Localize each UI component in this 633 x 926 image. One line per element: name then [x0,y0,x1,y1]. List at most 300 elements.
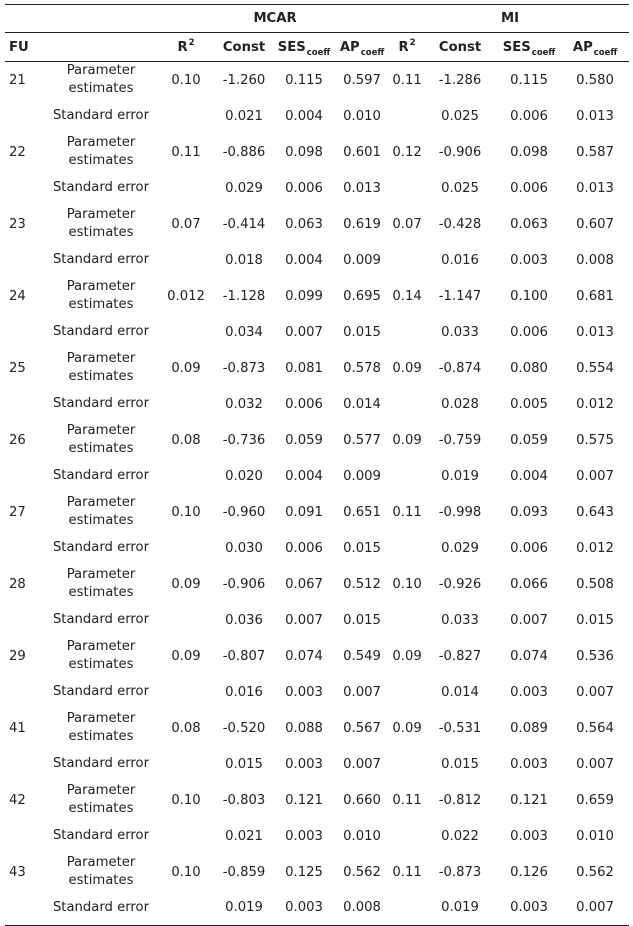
empty-cell [391,459,423,494]
table-body [5,62,629,926]
empty-cell [391,99,423,134]
mi-ses-se-cell: 0.006 [510,180,548,196]
mi-ap-cell: 0.643 [576,504,614,520]
mcar-ap-se-cell: 0.008 [333,891,391,926]
mi-ap-se-cell: 0.007 [576,684,614,700]
mcar-const-cell: -0.803 [222,792,266,808]
empty-cell [5,387,43,422]
mi-ses-se-cell: 0.003 [510,756,548,772]
mcar-const-cell: -1.260 [222,72,266,88]
standard-error-row [5,387,629,422]
mcar-const-cell: -0.859 [222,864,266,880]
header-spacer [43,33,159,62]
parameter-estimates-label [43,854,159,891]
mi-ap-se-cell: 0.008 [576,252,614,268]
parameter-estimates-row [5,278,629,315]
r2-superscript: 2 [188,37,195,48]
mcar-ses-cell: 0.125 [285,864,323,880]
fu-cell: 29 [9,648,26,664]
label-line-1: Parameter [66,567,136,582]
parameter-estimates-row [5,62,629,99]
empty-cell [391,675,423,710]
empty-cell [159,747,213,782]
mcar-ap-se-cell: 0.010 [343,108,381,124]
mi-ap-se-cell: 0.010 [576,828,614,844]
mcar-const-se-cell: 0.021 [225,828,263,844]
empty-cell [391,243,423,278]
mcar-ses-cell: 0.098 [285,144,323,160]
mi-ap-cell: 0.536 [576,648,614,664]
standard-error-label: Standard error [52,180,150,195]
mcar-ses-se-cell: 0.007 [285,324,323,340]
mcar-ses-se-cell: 0.004 [285,108,323,124]
mcar-ses-se-cell: 0.006 [285,180,323,196]
mi-ses-cell: 0.074 [510,648,548,664]
standard-error-label: Standard error [52,468,150,483]
empty-cell [159,819,213,854]
ses-label: SES [502,39,531,55]
mcar-ap-cell: 0.549 [343,648,381,664]
header-spacer [43,5,159,33]
mcar-ap-cell: 0.578 [343,360,381,376]
mcar-ses-cell: 0.074 [285,648,323,664]
mcar-r2-column-header [159,33,213,62]
mi-ses-cell: 0.059 [510,432,548,448]
empty-cell [159,891,213,926]
mi-const-se-cell: 0.019 [423,891,497,926]
mcar-ap-se-cell: 0.007 [343,684,381,700]
standard-error-label: Standard error [52,540,150,555]
parameter-estimates-label [43,710,159,747]
mi-r2-cell: 0.09 [392,432,422,448]
mcar-r2-cell: 0.09 [171,648,201,664]
mi-const-se-cell: 0.022 [441,828,479,844]
mcar-ses-se-cell: 0.007 [285,612,323,628]
mcar-ses-cell: 0.091 [285,504,323,520]
label-line-2: estimates [68,441,134,456]
mcar-const-se-cell: 0.030 [225,540,263,556]
standard-error-row [5,531,629,566]
label-line-1: Parameter [66,639,136,654]
mcar-const-cell: -0.736 [222,432,266,448]
mi-ap-se-cell: 0.012 [576,396,614,412]
mi-r2-cell: 0.11 [392,864,422,880]
mcar-const-cell: -1.128 [222,288,266,304]
mcar-ap-column-header [333,33,391,62]
label-line-2: estimates [68,225,134,240]
standard-error-label: Standard error [52,252,150,267]
empty-cell [159,675,213,710]
empty-cell [159,387,213,422]
label-line-2: estimates [68,513,134,528]
mcar-ses-cell: 0.121 [285,792,323,808]
mi-ses-se-cell: 0.004 [510,468,548,484]
standard-error-label: Standard error [52,396,150,411]
mi-ap-se-cell: 0.007 [561,891,629,926]
parameter-estimates-row [5,638,629,675]
mcar-ses-se-cell: 0.004 [285,468,323,484]
mcar-group-header: MCAR [159,5,391,33]
empty-cell [5,891,43,926]
mi-ses-se-cell: 0.006 [510,540,548,556]
fu-cell: 22 [9,144,26,160]
mcar-ses-cell: 0.099 [285,288,323,304]
empty-cell [391,603,423,638]
label-line-1: Parameter [66,279,136,294]
empty-cell [391,387,423,422]
mcar-r2-cell: 0.10 [171,504,201,520]
mi-const-cell: -0.428 [438,216,482,232]
mi-r2-cell: 0.10 [392,576,422,592]
mi-ap-cell: 0.564 [576,720,614,736]
mi-ap-cell: 0.508 [576,576,614,592]
mi-ses-cell: 0.100 [510,288,548,304]
standard-error-row [5,171,629,206]
mcar-ses-se-cell: 0.006 [285,540,323,556]
mcar-ap-se-cell: 0.010 [343,828,381,844]
mi-r2-cell: 0.11 [392,504,422,520]
mcar-ap-cell: 0.512 [343,576,381,592]
mcar-ses-cell: 0.059 [285,432,323,448]
mi-const-cell: -0.827 [438,648,482,664]
r2-label: R [177,39,188,55]
mi-const-cell: -0.998 [438,504,482,520]
label-line-2: estimates [68,369,134,384]
header-spacer [5,5,43,33]
ses-label: SES [277,39,306,55]
mcar-const-se-cell: 0.018 [225,252,263,268]
mi-const-se-cell: 0.015 [441,756,479,772]
empty-cell [5,99,43,134]
mi-const-cell: -0.874 [438,360,482,376]
mi-const-cell: -1.286 [438,72,482,88]
mcar-ap-se-cell: 0.007 [343,756,381,772]
mcar-const-se-cell: 0.016 [225,684,263,700]
empty-cell [159,171,213,206]
empty-cell [391,819,423,854]
mi-const-se-cell: 0.016 [441,252,479,268]
ses-subscript: coeff [531,47,556,58]
standard-error-row [5,819,629,854]
r2-superscript: 2 [409,37,416,48]
empty-cell [391,531,423,566]
mi-r2-cell: 0.14 [392,288,422,304]
mi-ses-se-cell: 0.006 [510,324,548,340]
label-line-1: Parameter [66,351,136,366]
mcar-r2-cell: 0.11 [171,144,201,160]
mcar-ses-se-cell: 0.003 [285,684,323,700]
parameter-estimates-row [5,422,629,459]
parameter-estimates-row [5,854,629,891]
mcar-const-se-cell: 0.021 [225,108,263,124]
mcar-ses-cell: 0.115 [285,72,323,88]
mcar-r2-cell: 0.09 [171,576,201,592]
empty-cell [5,675,43,710]
mi-const-se-cell: 0.033 [441,324,479,340]
empty-cell [391,747,423,782]
parameter-estimates-label [43,782,159,819]
mi-const-se-cell: 0.025 [441,180,479,196]
standard-error-label: Standard error [52,324,150,339]
empty-cell [5,531,43,566]
parameter-estimates-label [43,350,159,387]
r2-label: R [398,39,409,55]
mcar-ap-cell: 0.567 [343,720,381,736]
mcar-ap-cell: 0.660 [343,792,381,808]
mcar-ap-cell: 0.695 [343,288,381,304]
mi-ap-cell: 0.607 [576,216,614,232]
mcar-r2-cell: 0.09 [171,360,201,376]
mcar-ap-cell: 0.619 [343,216,381,232]
mcar-r2-cell: 0.08 [171,720,201,736]
ap-label: AP [339,39,360,55]
mcar-const-cell: -0.807 [222,648,266,664]
mcar-r2-cell: 0.10 [171,792,201,808]
empty-cell [159,459,213,494]
fu-cell: 42 [9,792,26,808]
mcar-const-se-cell: 0.019 [213,891,275,926]
mi-ap-cell: 0.659 [576,792,614,808]
mcar-const-se-cell: 0.015 [225,756,263,772]
empty-cell [159,243,213,278]
parameter-estimates-label [43,134,159,171]
mcar-const-se-cell: 0.020 [225,468,263,484]
mi-ses-cell: 0.115 [510,72,548,88]
mcar-const-se-cell: 0.036 [225,612,263,628]
standard-error-row [5,675,629,710]
parameter-estimates-row [5,566,629,603]
mcar-ses-se-cell: 0.006 [285,396,323,412]
fu-cell: 25 [9,360,26,376]
mcar-ap-cell: 0.562 [343,864,381,880]
label-line-1: Parameter [66,423,136,438]
mi-const-se-cell: 0.019 [441,468,479,484]
mi-const-se-cell: 0.014 [441,684,479,700]
fu-cell: 28 [9,576,26,592]
ap-label: AP [572,39,593,55]
mi-ap-se-cell: 0.007 [576,468,614,484]
empty-cell [391,891,423,926]
table-header [5,5,629,62]
mi-ses-cell: 0.098 [510,144,548,160]
standard-error-label: Standard error [52,612,150,627]
empty-cell [5,315,43,350]
mcar-ap-se-cell: 0.014 [343,396,381,412]
mcar-ses-cell: 0.081 [285,360,323,376]
mi-ap-se-cell: 0.012 [576,540,614,556]
mi-ap-cell: 0.587 [576,144,614,160]
mi-const-cell: -1.147 [438,288,482,304]
mi-r2-cell: 0.07 [392,216,422,232]
parameter-estimates-row [5,710,629,747]
mi-ap-se-cell: 0.013 [576,324,614,340]
mcar-const-cell: -0.873 [222,360,266,376]
standard-error-row [5,459,629,494]
label-line-2: estimates [68,657,134,672]
mi-r2-cell: 0.09 [392,360,422,376]
mi-ses-cell: 0.066 [510,576,548,592]
mi-r2-cell: 0.09 [392,648,422,664]
mcar-r2-cell: 0.10 [171,72,201,88]
standard-error-label: Standard error [43,891,159,926]
mcar-ses-column-header [275,33,333,62]
label-line-2: estimates [68,297,134,312]
mi-ses-cell: 0.080 [510,360,548,376]
mcar-r2-cell: 0.012 [167,288,205,304]
mi-ses-se-cell: 0.003 [510,252,548,268]
fu-column-header: FU [5,33,43,62]
empty-cell [391,171,423,206]
mi-ap-se-cell: 0.007 [576,756,614,772]
parameter-estimates-label [43,566,159,603]
ses-subscript: coeff [306,47,331,58]
mi-ap-cell: 0.681 [576,288,614,304]
standard-error-label: Standard error [52,756,150,771]
mcar-ses-cell: 0.088 [285,720,323,736]
mcar-ap-se-cell: 0.009 [343,252,381,268]
standard-error-row [5,315,629,350]
mcar-const-column-header: Const [213,33,275,62]
mi-const-cell: -0.873 [438,864,482,880]
mi-ses-cell: 0.126 [510,864,548,880]
mcar-const-cell: -0.886 [222,144,266,160]
mcar-const-se-cell: 0.032 [225,396,263,412]
standard-error-row [5,99,629,134]
mi-r2-cell: 0.11 [392,72,422,88]
mi-ses-cell: 0.063 [510,216,548,232]
mi-r2-cell: 0.12 [392,144,422,160]
empty-cell [5,819,43,854]
parameter-estimates-label [43,638,159,675]
mi-const-cell: -0.531 [438,720,482,736]
fu-cell: 21 [9,72,26,88]
label-line-2: estimates [68,585,134,600]
parameter-estimates-label [43,422,159,459]
mcar-ap-cell: 0.601 [343,144,381,160]
mcar-ap-se-cell: 0.009 [343,468,381,484]
mi-ses-column-header [497,33,561,62]
mcar-const-cell: -0.960 [222,504,266,520]
mcar-ses-se-cell: 0.003 [285,828,323,844]
group-header-row [5,5,629,33]
empty-cell [5,459,43,494]
mi-r2-cell: 0.11 [392,792,422,808]
mi-ap-cell: 0.554 [576,360,614,376]
label-line-1: Parameter [66,135,136,150]
mcar-ap-cell: 0.597 [343,72,381,88]
mi-ses-se-cell: 0.006 [510,108,548,124]
ap-subscript: coeff [593,47,618,58]
empty-cell [391,315,423,350]
empty-cell [5,603,43,638]
mcar-ses-cell: 0.063 [285,216,323,232]
parameter-estimates-row [5,134,629,171]
mi-ses-se-cell: 0.003 [497,891,561,926]
mi-r2-cell: 0.09 [392,720,422,736]
label-line-1: Parameter [66,783,136,798]
empty-cell [159,99,213,134]
label-line-1: Parameter [66,495,136,510]
mi-const-se-cell: 0.029 [441,540,479,556]
parameter-estimates-label [43,494,159,531]
empty-cell [159,603,213,638]
empty-cell [159,315,213,350]
standard-error-label: Standard error [52,684,150,699]
label-line-2: estimates [68,153,134,168]
label-line-1: Parameter [66,207,136,222]
standard-error-row [5,603,629,638]
mi-const-se-cell: 0.033 [441,612,479,628]
empty-cell [5,747,43,782]
mcar-ses-se-cell: 0.004 [285,252,323,268]
parameter-estimates-label [43,278,159,315]
parameter-estimates-row [5,494,629,531]
mcar-ap-cell: 0.651 [343,504,381,520]
label-line-1: Parameter [66,63,136,79]
standard-error-row [5,747,629,782]
mi-const-cell: -0.759 [438,432,482,448]
mcar-ap-se-cell: 0.015 [343,324,381,340]
column-header-row [5,33,629,62]
mi-group-header: MI [391,5,629,33]
label-line-2: estimates [68,873,134,888]
mi-ses-se-cell: 0.007 [510,612,548,628]
mi-ses-cell: 0.093 [510,504,548,520]
mi-ap-cell: 0.580 [576,72,614,88]
mcar-ses-se-cell: 0.003 [285,756,323,772]
mi-const-se-cell: 0.028 [441,396,479,412]
mi-const-column-header: Const [423,33,497,62]
mi-const-cell: -0.926 [438,576,482,592]
mcar-ap-se-cell: 0.013 [343,180,381,196]
label-line-2: estimates [68,801,134,816]
mi-ses-se-cell: 0.005 [510,396,548,412]
mi-ses-se-cell: 0.003 [510,828,548,844]
parameter-estimates-row [5,782,629,819]
mi-ap-se-cell: 0.013 [576,180,614,196]
fu-cell: 41 [9,720,26,736]
mcar-const-se-cell: 0.029 [225,180,263,196]
mi-ses-se-cell: 0.003 [510,684,548,700]
mcar-ap-cell: 0.577 [343,432,381,448]
mi-const-cell: -0.812 [438,792,482,808]
label-line-1: Parameter [66,855,136,870]
mi-ap-se-cell: 0.013 [576,108,614,124]
mi-ses-cell: 0.089 [510,720,548,736]
mcar-const-cell: -0.520 [222,720,266,736]
empty-cell [159,531,213,566]
standard-error-label: Standard error [52,108,150,123]
mi-ap-column-header [561,33,629,62]
fu-cell: 24 [9,288,26,304]
parameter-estimates-row [5,350,629,387]
mi-const-cell: -0.906 [438,144,482,160]
mi-ap-cell: 0.575 [576,432,614,448]
mi-ap-se-cell: 0.015 [576,612,614,628]
label-line-2: estimates [68,729,134,744]
fu-cell: 27 [9,504,26,520]
mcar-const-cell: -0.906 [222,576,266,592]
standard-error-row [5,891,629,926]
mcar-r2-cell: 0.10 [171,864,201,880]
parameter-estimates-label [43,62,159,99]
mcar-r2-cell: 0.07 [171,216,201,232]
ap-subscript: coeff [360,47,385,58]
label-line-1: Parameter [66,711,136,726]
mcar-ap-se-cell: 0.015 [343,612,381,628]
fu-cell: 23 [9,216,26,232]
empty-cell [5,243,43,278]
